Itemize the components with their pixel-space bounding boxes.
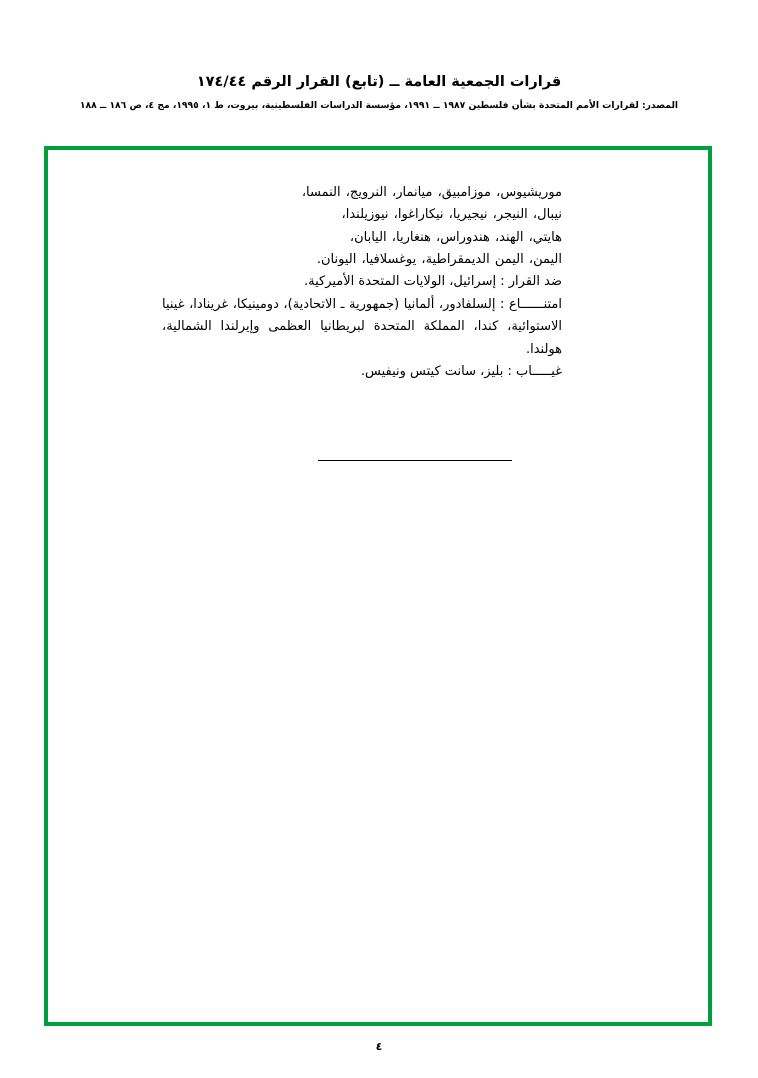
section-divider: [318, 460, 512, 461]
content-frame: [44, 146, 712, 1026]
vote-entry-absent-separator: :: [507, 363, 512, 379]
source-line: المصدر: لقرارات الأمم المتحدة بشأن فلسطين ١٩٨٧ ــ ١٩٩١، مؤسسة الدراسات الفلسطينية، بيروت، ط ١، ١٩٩٥، مج ٤، ص ١٨٦ ــ ١٨٨: [79, 100, 679, 112]
vote-entry-abstain-separator: :: [500, 296, 505, 312]
vote-entry-against-label: ضد القرار: [508, 274, 562, 290]
vote-entry-abstain-value: إلسلفادور، ألمانيا (جمهورية ـ الاتحادية)، دومينيكا، غرينادا، غينيا الاستوائية، كندا، المملكة المتحدة لبريطانيا العظمى وإيرلندا الشمالية، هولندا.: [162, 296, 562, 357]
vote-entry-absent: [162, 361, 562, 383]
states-line-3: هايتي، الهند، هندوراس، هنغاريا، اليابان،: [349, 229, 562, 245]
vote-entry-abstain-label: امتنــــــاع: [509, 296, 562, 312]
states-line-4: اليمن، اليمن الديمقراطية، يوغسلافيا، اليونان.: [316, 252, 562, 268]
vote-entry-abstain: [162, 294, 562, 361]
vote-entry-against-separator: :: [500, 274, 505, 290]
page-header: [0, 0, 758, 113]
page-number: ٤: [375, 1040, 383, 1053]
vote-entry-against: [162, 271, 562, 293]
vote-entry-against-value: إسرائيل، الولايات المتحدة الأميركية.: [303, 274, 497, 290]
states-line-2: نيبال، النيجر، نيجيريا، نيكاراغوا، نيوزيلندا،: [341, 207, 562, 223]
vote-entry-absent-label: غيـــــاب: [516, 363, 562, 379]
body-text: [162, 182, 562, 383]
states-line-1: موريشيوس، موزامبيق، ميانمار، النرويج، النمسا،: [301, 185, 562, 200]
page-title: قرارات الجمعية العامة ــ (تابع) القرار الرقم ١٧٤/٤٤: [196, 74, 562, 90]
vote-entry-absent-value: بليز، سانت كيتس ونيفيس.: [360, 363, 504, 379]
